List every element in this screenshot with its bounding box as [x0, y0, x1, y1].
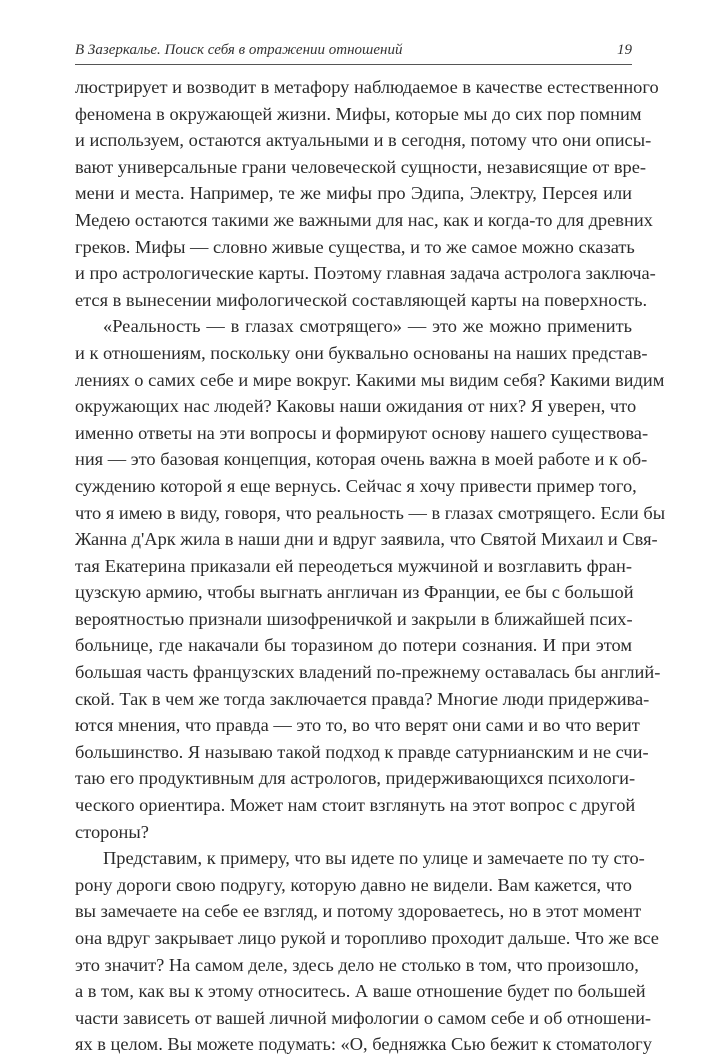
text-line: люстрирует и возводит в метафору наблюдаемое в качестве естественного [75, 77, 659, 97]
text-line: Жанна д'Арк жила в наши дни и вдруг заявила, что Святой Михаил и Свя- [75, 529, 658, 550]
text-line: Представим, к примеру, что вы идете по улице и замечаете по ту сто- [103, 848, 645, 869]
text-line: таю его продуктивным для астрологов, придерживающихся психологи- [75, 768, 636, 789]
text-line: ются мнения, что правда — это то, во что верят они сами и во что верит [75, 715, 640, 736]
text-line: тая Екатерина приказали ей переодеться мужчиной и возглавить фран- [75, 555, 632, 576]
text-line: рону дороги свою подругу, которую давно не видели. Вам кажется, что [75, 874, 632, 895]
text-line: окружающих нас людей? Каковы наши ожидания от них? Я уверен, что [75, 396, 637, 417]
text-line: цузскую армию, чтобы выгнать англичан из Франции, ее бы с большой [75, 582, 634, 603]
paragraph [75, 313, 666, 845]
text-line: суждению которой я еще вернусь. Сейчас я хочу привести пример того, [75, 475, 637, 496]
text-line: что я имею в виду, говоря, что реальность — в глазах смотрящего. Если бы [75, 502, 666, 523]
text-line: ется в вынесении мифологической составляющей карты на поверхность. [75, 289, 648, 310]
text-line: ской. Так в чем же тогда заключается правда? Многие люди придержива- [75, 688, 650, 709]
text-line: и про астрологические карты. Поэтому главная задача астролога заключа- [75, 263, 656, 284]
text-line: ния — это базовая концепция, которая очень важна в моей работе и к об- [75, 449, 648, 470]
text-line: ческого ориентира. Может нам стоит взглянуть на этот вопрос с другой [75, 795, 636, 816]
text-line: Медею остаются такими же важными для нас, как и когда-то для древних [75, 209, 653, 230]
text-line: именно ответы на эти вопросы и формируют основу нашего существова- [75, 422, 649, 443]
text-line: лениях о самих себе и мире вокруг. Какими мы видим себя? Какими видим [75, 369, 665, 390]
text-line: вы замечаете на себе ее взгляд, и потому здороваетесь, но в этот момент [75, 901, 642, 922]
page-number: 19 [617, 42, 632, 58]
book-title: В Зазеркалье. Поиск себя в отражении отношений [75, 42, 403, 58]
text-line: греков. Мифы — словно живые существа, и то же самое можно сказать [75, 236, 635, 257]
text-line: она вдруг закрывает лицо рукой и торопливо проходит дальше. Что же все [75, 928, 659, 948]
text-line: вероятностью признали шизофреничкой и закрыли в ближайшей псих- [75, 608, 633, 629]
text-line: части зависеть от вашей личной мифологии о самом себе и об отношени- [75, 1007, 652, 1028]
text-line: больнице, где накачали бы торазином до потери сознания. И при этом [75, 635, 632, 656]
text-line: «Реальность — в глазах смотрящего» — это же можно применить [103, 316, 632, 337]
text-line: это значит? На самом деле, здесь дело не столько в том, что произошло, [75, 954, 639, 975]
text-line: мени и места. Например, те же мифы про Эдипа, Электру, Персея или [75, 183, 632, 204]
text-line: и используем, остаются актуальными и в сегодня, потому что они описы- [75, 130, 652, 151]
body-text [75, 74, 666, 1058]
running-header [75, 42, 632, 65]
text-line: вают универсальные грани человеческой сущности, независящие от вре- [75, 156, 647, 177]
text-line: большая часть французских владений по-прежнему оставалась бы англий- [75, 662, 661, 683]
text-line: а в том, как вы к этому относитесь. А ваше отношение будет по большей [75, 981, 646, 1002]
paragraph [75, 845, 659, 1058]
paragraph [75, 74, 659, 313]
text-line: большинство. Я называю такой подход к правде сатурнианским и не счи- [75, 741, 649, 762]
text-line: и к отношениям, поскольку они буквально основаны на наших представ- [75, 342, 648, 363]
text-line: стороны? [75, 821, 149, 842]
text-line: феномена в окружающей жизни. Мифы, которые мы до сих пор помним [75, 103, 642, 124]
text-line: ях в целом. Вы можете подумать: «О, бедняжка Сью бежит к стоматологу [75, 1034, 652, 1055]
